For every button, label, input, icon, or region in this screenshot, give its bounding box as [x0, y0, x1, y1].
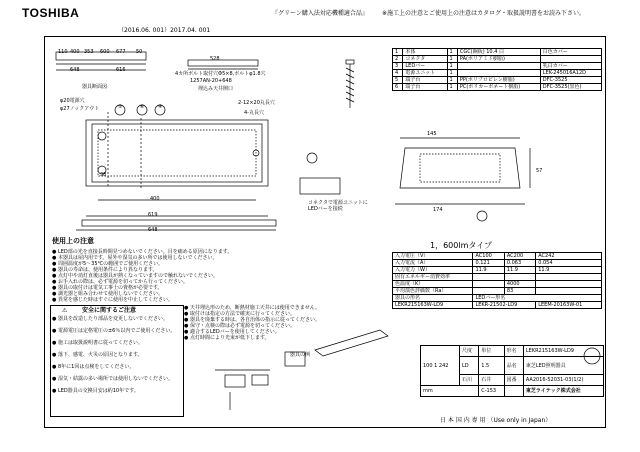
tb-unit-label: 単位 [479, 346, 504, 357]
spec-cell: 11.9 [473, 267, 504, 274]
tb-code: C-153 [479, 386, 504, 397]
spec-cell: 0.054 [536, 260, 602, 267]
top-dim-600: 600 [100, 49, 110, 55]
spec-cell: 0.121 [473, 260, 504, 267]
spec-cell: 固有エネルギー消費効率 [393, 274, 473, 281]
title-block [420, 345, 604, 397]
safety-line: ● LED器具の交換目安は約10年です。 [52, 388, 139, 394]
dim-38: 38 [100, 172, 107, 178]
parts-cell-name: 端子台 [403, 77, 447, 84]
dim-145: 145 [427, 131, 437, 137]
dim-648: 648 [148, 227, 158, 233]
safety-line: ● 器具を改造したり部品を変更しないでください。 [52, 316, 168, 322]
parts-cell-name: LEDバー [403, 63, 447, 70]
lumen-type: 1，600lmタイプ [430, 241, 492, 250]
tb-checked: 石井 [479, 375, 504, 386]
parts-cell-no: 5 [393, 77, 403, 84]
approval-stamp [582, 346, 602, 366]
spec-row [393, 267, 602, 274]
spec-cell [473, 288, 504, 295]
warning-icon: ⚠ [62, 307, 68, 314]
parts-table [392, 48, 602, 91]
parts-cell-material: CGC(鋼板) 10.4 白 [457, 49, 540, 56]
safety-line: ● 湿気・結露の多い場所では使用しないでください。 [52, 376, 173, 382]
combo-cell: LEKR-21502-LD9 [473, 302, 536, 309]
dim-400: 400 [150, 196, 160, 202]
top-dim-110: 110 [58, 49, 68, 55]
parts-cell-qty: 1 [447, 77, 457, 84]
tb-product-label: 品名 [504, 357, 523, 375]
toshiba-logo: TOSHIBA [22, 6, 80, 20]
spec-cell: 83 [504, 288, 535, 295]
top-dim-400: 400 [70, 49, 80, 55]
safety-line: ● 落下、感電、火災の原因となります。 [52, 352, 143, 358]
parts-cell-material: PA(ポリアミド樹脂) [457, 56, 540, 63]
parts-cell-no: 3 [393, 63, 403, 70]
parts-cell-name: 本体 [403, 49, 447, 56]
parts-cell-spec: LEK-245016A12D [540, 70, 601, 77]
spec-cell: 0.063 [504, 260, 535, 267]
parts-cell-qty: 1 [447, 49, 457, 56]
spec-cell [473, 281, 504, 288]
green-purchase-note: 『グリーン購入法対応機種適合品』 [272, 10, 368, 17]
parts-cell-qty: 1 [447, 84, 457, 91]
middle-note-line: ● 器具を廃棄する時は、各自治体の指示に従ってください。 [184, 317, 320, 323]
spec-cell [536, 281, 602, 288]
spec-cell [536, 288, 602, 295]
parts-cell-spec: 乳白カバー [540, 63, 601, 70]
revision-dates: （2016.06. 001）2017.04. 001 [118, 27, 211, 34]
holes-label: 2-12×20丸長穴 [238, 100, 275, 106]
tb-drawn: 石川 [460, 375, 479, 386]
mounting-title: 器具断面図 [82, 84, 108, 90]
parts-cell-name: 端子台 [403, 84, 447, 91]
parts-cell-spec: DFC-3525 [540, 77, 601, 84]
spec-cell: 平均演色評価数（Ra） [393, 288, 473, 295]
caution-note: ※施工上の注意とご使用上の注意はカタログ・取扱説明書をお読み下さい。 [382, 10, 586, 17]
top-dim-353: 353 [84, 49, 94, 55]
parts-cell-no: 2 [393, 56, 403, 63]
parts-cell-spec: DFC-3525(黒色) [540, 84, 601, 91]
tb-model-label: 形名 [504, 346, 523, 357]
parts-cell-qty: 1 [447, 63, 457, 70]
usage-line: ● 器具の取付けは電気工事士の資格が必要です。 [52, 285, 163, 291]
parts-cell-spec [540, 56, 601, 63]
middle-note-line: ● 天井埋込形のため、断熱材施工天井には使用できません。 [184, 305, 321, 311]
safety-line: ● 8年に1回は点検をしてください。 [52, 364, 135, 370]
spec-row [393, 274, 602, 281]
parts-cell-no: 4 [393, 70, 403, 77]
tb-page: (1/2) [571, 377, 584, 383]
tb-drawing-no-label: 図番 [504, 375, 523, 386]
spec-header-cell: AC242 [536, 253, 602, 260]
spec-cell: 11.9 [504, 267, 535, 274]
parts-cell-name: コネクタ [403, 56, 447, 63]
parts-cell-qty: 1 [447, 70, 457, 77]
callout-5: ⑤ [118, 104, 123, 110]
parts-cell-spec: 白色カバー [540, 49, 601, 56]
top-dim-648: 648 [70, 67, 80, 73]
parts-cell-material: PP(ポリプロピレン樹脂) [457, 77, 540, 84]
usage-line: ● LED部の光を直接長時間見つめないでください。目を痛める原因になります。 [52, 249, 233, 255]
phi27-label: φ27ノックアウト [60, 106, 100, 112]
spec-header-row [393, 253, 602, 260]
usage-line: ● お手入れの際は、必ず電源を切ってから行ってください。 [52, 279, 188, 285]
usage-line: ● 本器具は屋内用です。屋外や湿気の多い所では使用しないでください。 [52, 255, 218, 261]
usage-title: 使用上の注意 [52, 237, 94, 245]
parts-cell-no: 1 [393, 49, 403, 56]
spec-cell [536, 274, 602, 281]
usage-line: ● 周囲温度が5〜35℃の範囲でご使用ください。 [52, 261, 164, 267]
parts-cell-no: 6 [393, 84, 403, 91]
holes2-label: 4-丸長穴 [244, 110, 264, 116]
spec-cell: 11.9 [536, 267, 602, 274]
parts-row [393, 77, 602, 84]
parts-cell-material [457, 70, 540, 77]
dim-619: 619 [148, 212, 158, 218]
tb-ld: LD [460, 357, 479, 375]
spec-header-cell: AC200 [504, 253, 535, 260]
tb-company: 東芝ライテック株式会社 [523, 386, 603, 397]
combo-cell: LEEM-20163W-01 [536, 302, 602, 309]
ceiling-title: 埋込み天井開口 [198, 86, 234, 92]
spec-cell [473, 274, 504, 281]
spec-cell: 4000 [504, 281, 535, 288]
dim-1257: 1257AN-20+648 [190, 78, 232, 84]
screw-icon [330, 58, 370, 128]
safety-line: ● 電源電圧は定格電圧の±6％以内でご使用ください。 [52, 328, 176, 334]
combo-header-row [393, 295, 602, 302]
connector-note: コネクタで電源ユニットに LEDバーを接続 [308, 200, 368, 212]
tb-drawing-no: AA2016-52031-03 [525, 377, 572, 383]
dim-174: 174 [433, 207, 443, 213]
tb-model: LEKR215163W-LD9 [523, 346, 603, 357]
usage-line: ● 異常を感じた時はすぐに使用を中止してください。 [52, 297, 173, 303]
spec-header-cell: 入力電圧（V） [393, 253, 473, 260]
safety-line: ● 施工は取扱説明書に従ってください。 [52, 340, 143, 346]
parts-row [393, 56, 602, 63]
usage-line: ● 器具の寿命は、使用条件により異なります。 [52, 267, 158, 273]
parts-cell-material [457, 63, 540, 70]
safety-list [52, 316, 180, 400]
top-dim-528: 528 [210, 56, 220, 62]
safety-title: 安全に関するご注意 [82, 307, 137, 314]
parts-cell-name: 電源ユニット [403, 70, 447, 77]
parts-row [393, 49, 602, 56]
japan-only-footer: 日 本 国 内 専 用 （Use only in Japan） [440, 417, 552, 424]
spec-header-cell: AC100 [473, 253, 504, 260]
callout-4: ④ [158, 104, 163, 110]
middle-note-line: ● 取付けは指定の方法で確実に行ってください。 [184, 311, 295, 317]
top-dim-677: 677 [116, 49, 126, 55]
section-view [290, 128, 550, 238]
spec-cell: 入力電流（A） [393, 260, 473, 267]
combo-cell: LEKR215163W-LD9 [393, 302, 473, 309]
usage-line: ● 調光器と組み合わせて使用しないでください。 [52, 291, 163, 297]
usage-list [52, 249, 233, 303]
phi20-label: φ20電源穴 [60, 98, 85, 104]
spec-row [393, 260, 602, 267]
tb-unit: mm [421, 386, 479, 397]
dim-57: 57 [536, 168, 543, 174]
middle-note-line: ● 適合するLEDバーを使用してください。 [184, 329, 280, 335]
combo-header-cell: 器具の形名 [393, 295, 473, 302]
parts-row [393, 70, 602, 77]
tb-product-name: 東芝LED照明器具 [523, 357, 603, 375]
top-dim-616: 616 [116, 67, 126, 73]
example-label: 器具の例 [290, 352, 311, 358]
tb-scale: 1.5 [479, 357, 504, 375]
tb-scale-label: 尺度 [460, 346, 479, 357]
middle-note-line: ● 点灯時間により光束が低下します。 [184, 335, 270, 341]
top-dim-50: 50 [136, 49, 143, 55]
callout-6: ⑥ [140, 104, 145, 110]
parts-row [393, 63, 602, 70]
parts-cell-qty: 1 [447, 56, 457, 63]
installation-sketch [210, 330, 390, 416]
spec-row [393, 281, 602, 288]
tb-num: 100 1 242 [421, 346, 460, 386]
slot-note: 4カ所ボルト取付穴Φ5×8,ボルトφ1.8穴 [175, 71, 266, 77]
spec-row [393, 288, 602, 295]
spec-cell: 色温度（K） [393, 281, 473, 288]
combo-row [393, 302, 602, 309]
spec-cell [504, 274, 535, 281]
parts-row [393, 84, 602, 91]
spec-cell: 入力電力（W） [393, 267, 473, 274]
spec-table [392, 252, 602, 309]
usage-line: ● 点灯中や消灯直後は器具が熱くなっていますので触れないでください。 [52, 273, 218, 279]
middle-note-line: ● 保守・点検の際は必ず電源を切ってください。 [184, 323, 295, 329]
parts-cell-material: PC(ポリカーボネート樹脂) [457, 84, 540, 91]
combo-header-cell: LEDバー形名 [473, 295, 602, 302]
